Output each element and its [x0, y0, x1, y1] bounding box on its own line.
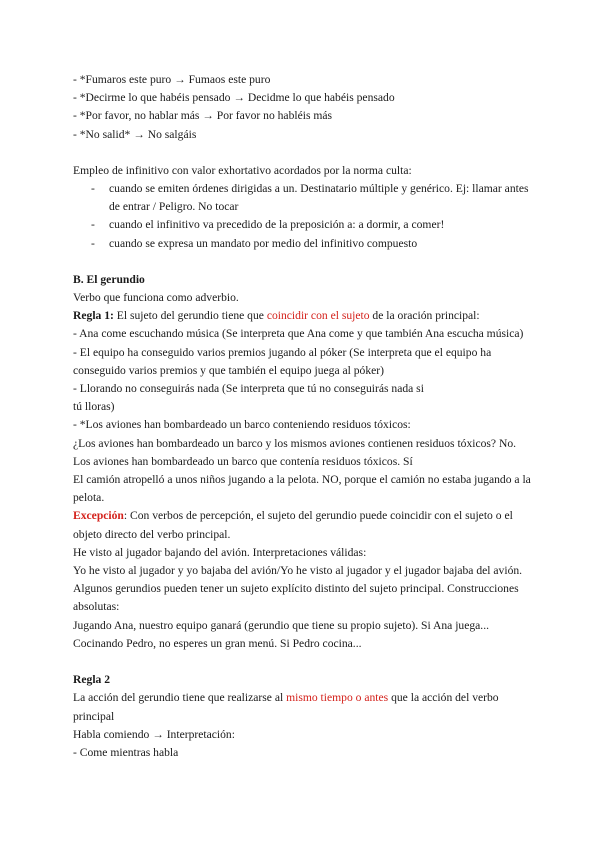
bullet-text: cuando se expresa un mandato por medio del infinitivo compuesto [109, 236, 418, 250]
section-heading: Regla 2 [73, 673, 111, 687]
example-line: - *Los aviones han bombardeado un barco conteniendo residuos tóxicos: [73, 418, 411, 432]
example-line: - Ana come escuchando música (Se interpreta que Ana come y que también Ana escucha música) [73, 327, 524, 341]
bullet-item [73, 235, 533, 253]
example-line: Los aviones han bombardeado un barco que contenía residuos tóxicos. Sí [73, 454, 413, 468]
bullet-text: cuando el infinitivo va precedido de la preposición a: a dormir, a comer! [109, 218, 445, 232]
gerund-definition: Verbo que funciona como adverbio. [73, 291, 239, 305]
imperative-corrections-list [73, 71, 533, 144]
rule-1 [73, 307, 533, 325]
example-line: - Come mientras habla [73, 745, 179, 759]
rule-2-pre: La acción del gerundio tiene que realizarse al [73, 691, 287, 705]
bullet-dash: - [91, 182, 95, 196]
example-line: El camión atropelló a unos niños jugando a la pelota. NO, porque el camión no estaba jugando a la [73, 473, 531, 487]
spacer [73, 253, 533, 271]
bullet-dash: - [91, 236, 95, 250]
example-line: tú lloras) [73, 400, 115, 414]
example-line: ¿Los aviones han bombardeado un barco y los mismos aviones contienen residuos tóxicos? No. [73, 436, 517, 450]
spacer [73, 144, 533, 162]
example-line: He visto al jugador bajando del avión. Interpretaciones válidas: [73, 545, 367, 559]
exception-line-2: objeto directo del verbo principal. [73, 527, 231, 541]
list-item: - *No salid* → No salgáis [73, 127, 197, 141]
infinitive-section [73, 162, 533, 253]
bullet-item [73, 180, 533, 216]
rule-2-section [73, 671, 533, 762]
example-line: - El equipo ha conseguido varios premios jugando al póker (Se interpreta que el equipo ha [73, 345, 492, 359]
section-heading: B. El gerundio [73, 272, 145, 286]
rule-2-post: que la acción del verbo [388, 691, 499, 705]
spacer [73, 653, 533, 671]
rule-2-text [73, 689, 533, 707]
rule-1-post: de la oración principal: [369, 309, 480, 323]
example-line: Cocinando Pedro, no esperes un gran menú. Si Pedro cocina... [73, 636, 362, 650]
rule-1-pre: El sujeto del gerundio tiene que [113, 309, 267, 323]
example-line: Algunos gerundios pueden tener un sujeto explícito distinto del sujeto principal. Construcciones [73, 582, 519, 596]
rule-1-label: Regla 1: [73, 309, 114, 323]
exception-line [73, 507, 533, 525]
example-line: conseguido varios premios y que también el equipo juega al póker) [73, 363, 385, 377]
exception-label: Excepción [73, 509, 124, 523]
bullet-dash: - [91, 218, 95, 232]
rule-2-highlight: mismo tiempo o antes [286, 691, 389, 705]
example-line: pelota. [73, 491, 105, 505]
bullet-text: cuando se emiten órdenes dirigidas a un. Destinatario múltiple y genérico. Ej: llamar antes de entrar / Peligro. No tocar [109, 182, 529, 214]
exception-text: : Con verbos de percepción, el sujeto del gerundio puede coincidir con el sujeto o el [123, 509, 513, 523]
example-line: Jugando Ana, nuestro equipo ganará (gerundio que tiene su propio sujeto). Si Ana juega... [73, 618, 489, 632]
rule-2-text-2: principal [73, 709, 115, 723]
list-item: - *Decirme lo que habéis pensado → Decidme lo que habéis pensado [73, 91, 395, 105]
bullet-item [73, 216, 533, 234]
infinitive-intro: Empleo de infinitivo con valor exhortativo acordados por la norma culta: [73, 163, 412, 177]
example-line: Yo he visto al jugador y yo bajaba del avión/Yo he visto al jugador y el jugador bajaba del avión. [73, 564, 523, 578]
rule-1-highlight: coincidir con el sujeto [266, 309, 370, 323]
example-line: absolutas: [73, 600, 120, 614]
interpretation-line: Habla comiendo → Interpretación: [73, 727, 235, 741]
document-body [73, 71, 533, 762]
list-item: - *Fumaros este puro → Fumaos este puro [73, 73, 271, 86]
example-line: - Llorando no conseguirás nada (Se interpreta que tú no conseguirás nada si [73, 382, 424, 396]
list-item: - *Por favor, no hablar más → Por favor no habléis más [73, 109, 333, 123]
gerund-section [73, 271, 533, 653]
